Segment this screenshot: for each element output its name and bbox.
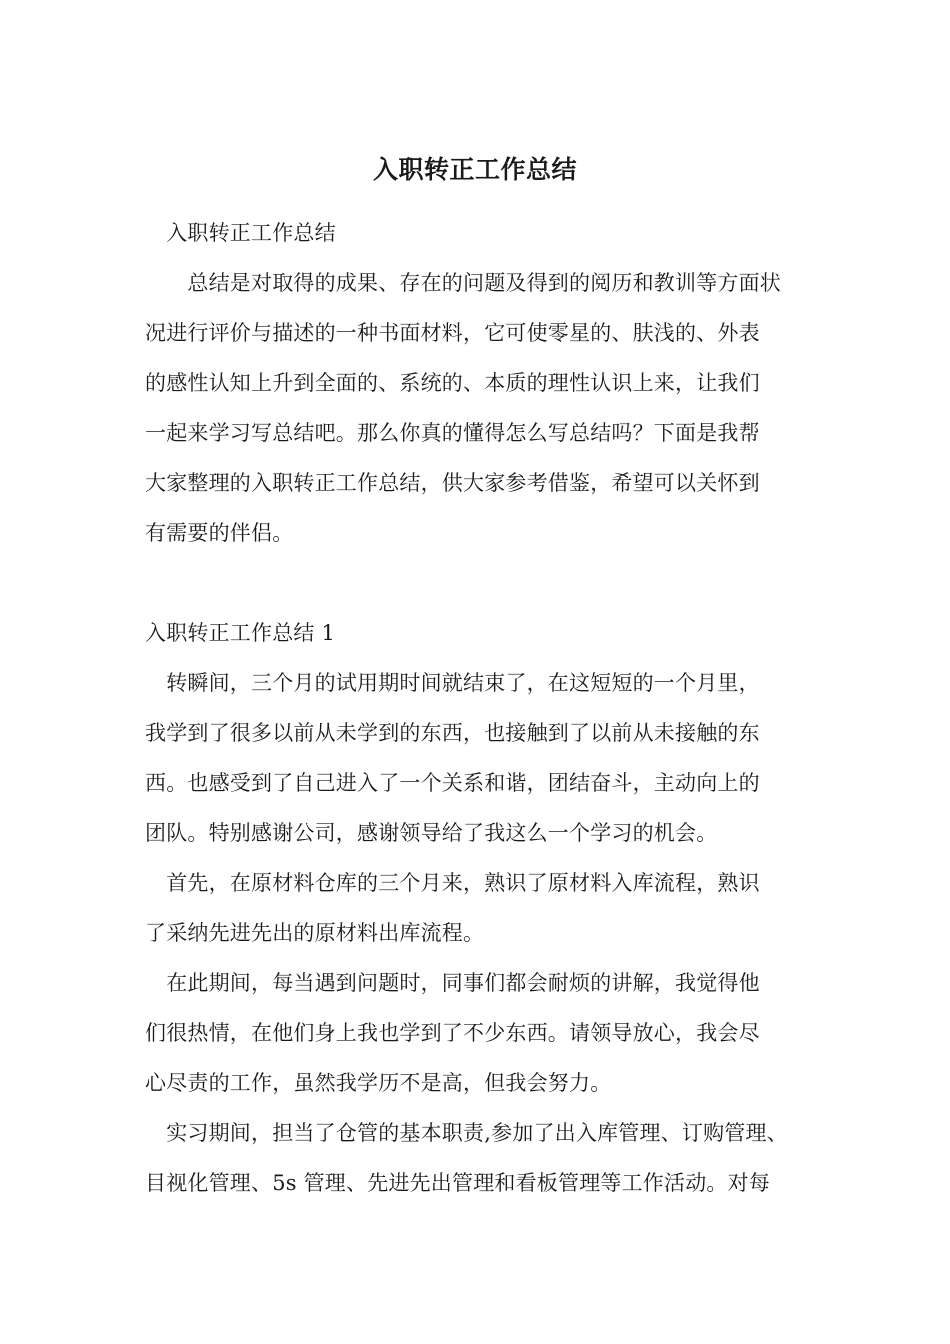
paragraph-line: 们很热情，在他们身上我也学到了不少东西。请领导放心，我会尽 [145, 1021, 760, 1045]
document-title: 入职转正工作总结 [372, 155, 577, 184]
paragraph-line: 有需要的伴侣。 [145, 521, 294, 545]
paragraph-line: 况进行评价与描述的一种书面材料，它可使零星的、肤浅的、外表 [145, 321, 760, 345]
paragraph-line: 我学到了很多以前从未学到的东西，也接触到了以前从未接触的东 [145, 721, 760, 745]
subtitle-line: 入职转正工作总结 [145, 221, 336, 245]
paragraph-line: 转瞬间，三个月的试用期时间就结束了，在这短短的一个月里， [145, 671, 760, 695]
paragraph-line: 的感性认知上升到全面的、系统的、本质的理性认识上来，让我们 [145, 371, 760, 395]
paragraph-line: 在此期间，每当遇到问题时，同事们都会耐烦的讲解，我觉得他 [145, 971, 760, 995]
paragraph-line: 了采纳先进先出的原材料出库流程。 [145, 921, 485, 945]
paragraph-line: 心尽责的工作，虽然我学历不是高，但我会努力。 [145, 1071, 612, 1095]
blank-line [145, 558, 825, 608]
paragraph-line: 一起来学习写总结吧。那么你真的懂得怎么写总结吗？下面是我帮 [145, 421, 760, 445]
paragraph-line: 目视化管理、5s 管理、先进先出管理和看板管理等工作活动。对每 [145, 1171, 771, 1195]
document-body [145, 208, 825, 1208]
paragraph-line: 实习期间，担当了仓管的基本职责,参加了出入库管理、订购管理、 [145, 1121, 788, 1145]
paragraph-line: 总结是对取得的成果、存在的问题及得到的阅历和教训等方面状 [145, 271, 781, 295]
paragraph-line: 首先，在原材料仓库的三个月来，熟识了原材料入库流程，熟识 [145, 871, 760, 895]
section-heading: 入职转正工作总结 1 [145, 621, 336, 645]
paragraph-line: 团队。特别感谢公司，感谢领导给了我这么一个学习的机会。 [145, 821, 718, 845]
paragraph-line: 大家整理的入职转正工作总结，供大家参考借鉴，希望可以关怀到 [145, 471, 760, 495]
paragraph-line: 西。也感受到了自己进入了一个关系和谐，团结奋斗，主动向上的 [145, 771, 760, 795]
